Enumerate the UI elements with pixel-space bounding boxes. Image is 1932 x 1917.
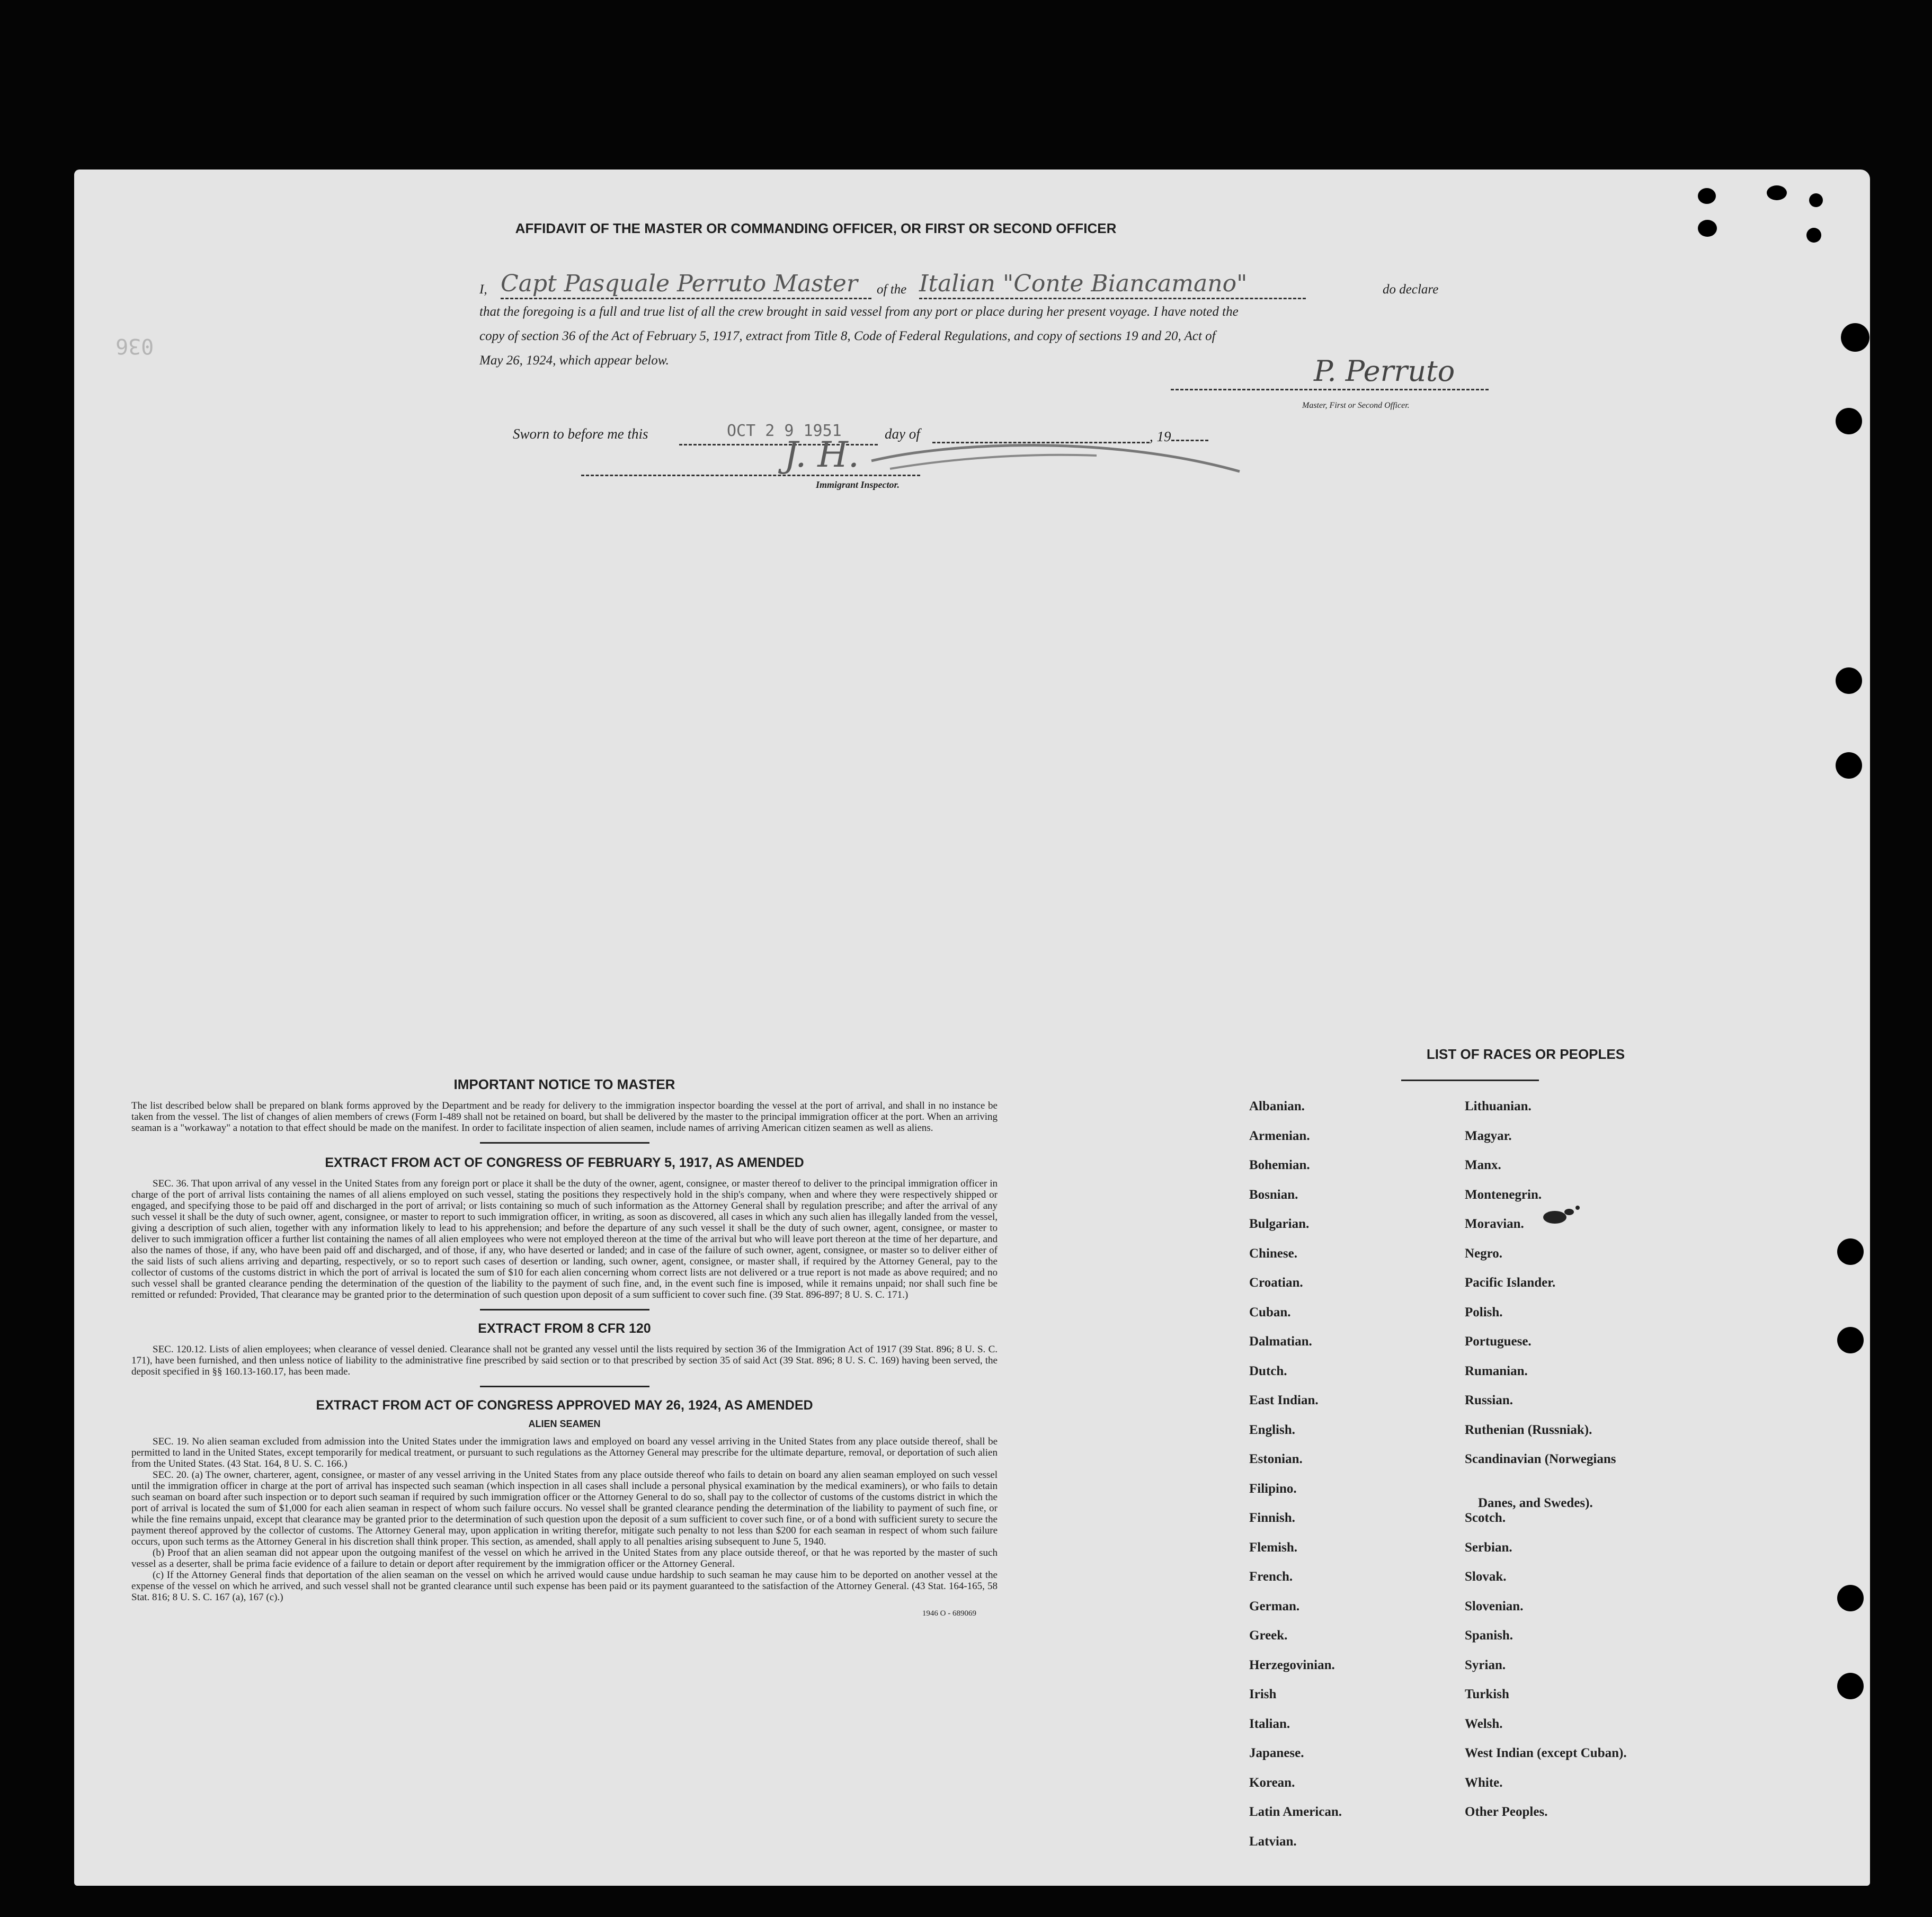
race-item: Danes, and Swedes). (1478, 1495, 1593, 1510)
extract-1924-sec20b: (b) Proof that an alien seaman did not appear upon the outgoing manifest of the vessel on which he arrived in the United States from any place outside thereof, or that he was reported by the master of such vessel as a deserter, shall be prima facie evidence of a failure to detain or deport after requirement by the immigration officer or the Attorney General. (131, 1547, 998, 1570)
year-field (1171, 426, 1208, 441)
race-item: Dutch. (1249, 1363, 1287, 1378)
affidavit-line-4: May 26, 1924, which appear below. (479, 353, 669, 368)
race-item: Turkish (1465, 1687, 1509, 1701)
race-item: Polish. (1465, 1305, 1503, 1319)
extract-1917-title: EXTRACT FROM ACT OF CONGRESS OF FEBRUARY 5, 1917, AS AMENDED (325, 1155, 804, 1170)
signature-flourish (869, 440, 1261, 482)
race-item: Herzegovinian. (1249, 1657, 1335, 1672)
punch-hole (1698, 188, 1716, 204)
races-divider (1401, 1080, 1539, 1081)
print-code: 1946 O - 689069 (922, 1609, 976, 1618)
race-item: Bosnian. (1249, 1187, 1298, 1202)
race-item: Dalmatian. (1249, 1334, 1312, 1349)
race-item: Flemish. (1249, 1540, 1297, 1555)
race-item: Japanese. (1249, 1746, 1304, 1760)
punch-hole (1767, 185, 1787, 200)
race-item: Slovak. (1465, 1570, 1507, 1584)
race-item: Moravian. (1465, 1217, 1524, 1231)
affidavit-line-2: that the foregoing is a full and true list of all the crew brought in said vessel from any port or place during her present voyage. I have noted the (479, 305, 1239, 319)
race-item: Russian. (1465, 1393, 1513, 1407)
year-prefix: , 19 (1150, 429, 1171, 444)
inspector-caption: Immigrant Inspector. (816, 479, 900, 490)
punch-hole (1806, 228, 1821, 243)
divider (480, 1142, 649, 1144)
punch-hole (1836, 752, 1862, 779)
race-item: French. (1249, 1570, 1293, 1584)
race-item: Latin American. (1249, 1805, 1342, 1819)
extract-8cfr-text: SEC. 120.12. Lists of alien employees; when clearance of vessel denied. Clearance shall not be granted any vessel until the lists required by section 36 of the Immigration Act of 1917 (39 Stat. 896; 8 U. S. C. 171), have been furnished, and then unless notice of liability to the administrative fine prescribed by said section or to that prescribed by section 35 of said Act (39 Stat. 896; 8 U. S. C. 169) having been served, the deposit specified in §§ 160.13-160.17, has been made. (131, 1344, 998, 1377)
punch-hole (1837, 1585, 1864, 1611)
divider (480, 1386, 649, 1387)
punch-hole (1809, 193, 1823, 207)
punch-hole (1837, 1673, 1864, 1699)
affidavit-title: AFFIDAVIT OF THE MASTER OR COMMANDING OFFICER, OR FIRST OR SECOND OFFICER (515, 220, 1117, 236)
race-item: Welsh. (1465, 1716, 1503, 1731)
race-item: Other Peoples. (1465, 1805, 1548, 1819)
race-item: Filipino. (1249, 1481, 1297, 1496)
notice-title: IMPORTANT NOTICE TO MASTER (453, 1076, 675, 1092)
race-item: West Indian (except Cuban). (1465, 1746, 1627, 1760)
race-item: Korean. (1249, 1775, 1295, 1790)
extract-1917-text: SEC. 36. That upon arrival of any vessel in the United States from any foreign port or place it shall be the duty of the owner, agent, consignee, or master thereof to deliver to the principal immigration officer in charge of the port of arrival lists containing the names of all aliens employed on such vessel, stating the positions they respectively hold in the ship's company, when and where they were respectively shipped or engaged, and specifying those to be paid off and discharged in the port of arrival; or lists containing so much of such information as the Attorney General shall by regulation prescribe; and after the arrival of any such vessel it shall be the duty of such owner, agent, consignee, or master to report to such immigration officer, in writing, as soon as discovered, all cases in which any such alien has illegally landed from the vessel, giving a description of such alien, together with any information likely to lead to his apprehension; and before the departure of any such vessel it shall be the duty of such owner, agent, consignee, or master to deliver to such immigration officer a further list containing the names of all alien employees who were not employed thereon at the time of the arrival but who will leave port thereon at the time of her departure, and also the names of those, if any, who have been paid off and discharged, and of those, if any, who have deserted or landed; and in case of the failure of such owner, agent, consignee, or master so to deliver either of the said lists of such aliens arriving and departing, respectively, or so to report such cases of desertion or landing, such owner, agent, consignee, or master shall, if required by the Attorney General, pay to the collector of customs of the customs district in which the port of arrival is located the sum of $10 for each alien concerning whom correct lists are not delivered or a true report is not made as above required; and no such vessel shall be granted clearance pending the determination of the question of the liability to the payment of such fine, and, in the event such fine is imposed, while it remains unpaid; nor shall such fine be remitted or refunded: Provided, That clearance may be granted prior to the determination of such question upon deposit of a sum sufficient to cover such fine. (39 Stat. 896-897; 8 U. S. C. 171.) (131, 1178, 998, 1300)
of-the-label: of the (877, 282, 907, 297)
race-item: Latvian. (1249, 1834, 1297, 1849)
sworn-label: Sworn to before me this (513, 426, 648, 442)
race-item: Magyar. (1465, 1128, 1512, 1143)
race-item: Montenegrin. (1465, 1187, 1542, 1202)
race-item: Rumanian. (1465, 1363, 1528, 1378)
punch-hole (1698, 220, 1717, 237)
extract-1924-subtitle: ALIEN SEAMEN (528, 1419, 601, 1429)
race-item: White. (1465, 1775, 1503, 1790)
race-item: Ruthenian (Russniak). (1465, 1422, 1592, 1437)
race-item: Lithuanian. (1465, 1099, 1532, 1113)
punch-hole (1836, 667, 1862, 694)
race-item: Bohemian. (1249, 1158, 1310, 1172)
race-item: Portuguese. (1465, 1334, 1532, 1349)
race-item: Slovenian. (1465, 1599, 1524, 1613)
margin-mark: 036 (115, 334, 154, 358)
punch-hole (1836, 408, 1862, 434)
extract-1924-title: EXTRACT FROM ACT OF CONGRESS APPROVED MAY 26, 1924, AS AMENDED (316, 1398, 813, 1413)
day-of-label: day of (885, 426, 920, 442)
race-item: Italian. (1249, 1716, 1290, 1731)
divider (480, 1309, 649, 1310)
race-item: English. (1249, 1422, 1295, 1437)
race-item: Pacific Islander. (1465, 1276, 1556, 1290)
race-item: Negro. (1465, 1246, 1503, 1261)
race-item: East Indian. (1249, 1393, 1319, 1407)
extract-1924-sec20a: SEC. 20. (a) The owner, charterer, agent, consignee, or master of any vessel arriving in the United States from any place outside thereof who fails to detain on board any alien seaman employed on such vessel until the immigration officer in charge at the port of arrival has inspected such seaman (which inspection in all cases shall include a personal physical examination by the medical examiners), or who fails to detain such seaman on board after such inspection or to deport such seaman if required by such immigration officer or the Attorney General to do so, shall pay to the collector of customs of the customs district in which the port of arrival is located the sum of $1,000 for each alien seaman in respect of whom such failure occurs. No vessel shall be granted clearance pending the determination of the liability to payment of such fine, or while the fine remains unpaid, except that clearance may be granted prior to the determination of such question upon the deposit of a sum sufficient to cover such fine, or of a bond with sufficient surety to secure the payment thereof approved by the collector of customs. The Attorney General may, upon application in writing therefor, mitigate such penalty to not less than $200 for each seaman in respect of whom such failure occurs, upon such terms as the Attorney General in his discretion shall think proper. This section, as amended, shall apply to all penalties arising subsequent to June 5, 1940. (131, 1469, 998, 1547)
punch-hole (1837, 1238, 1864, 1265)
affidavit-line-3: copy of section 36 of the Act of February 5, 1917, extract from Title 8, Code of Federal Regulations, and copy of sections 19 and 20, Act of (479, 329, 1216, 343)
race-item: Estonian. (1249, 1452, 1303, 1466)
inspector-signature: J. H. (784, 434, 859, 475)
punch-hole (1841, 323, 1869, 352)
extract-1924-sec20c: (c) If the Attorney General finds that deportation of the alien seaman on the vessel on which he arrived would cause undue hardship to such seaman he may cause him to be deported on another vessel at the expense of the vessel on which he arrived, and such vessel shall not be granted clearance until such expense has been paid or its payment guaranteed to the satisfaction of the Attorney General. (43 Stat. 164-165, 58 Stat. 816; 8 U. S. C. 167 (a), 167 (c).) (131, 1570, 998, 1603)
extract-8cfr-title: EXTRACT FROM 8 CFR 120 (478, 1321, 651, 1336)
race-item: Scandinavian (Norwegians (1465, 1452, 1616, 1466)
vessel-name-field: Italian "Conte Biancamano" (919, 270, 1306, 299)
notice-text: The list described below shall be prepared on blank forms approved by the Department and be ready for delivery to the immigration inspector boarding the vessel at the port of arrival, and shall in no instance be taken from the vessel. The list of changes of alien members of crews (Form I-489 shall not be retained on board, but shall be delivered by the master to the principal immigration officer at the port. When an arriving seaman is a "workaway" a notation to that effect should be made on the manifest. In order to facilitate inspection of alien seamen, include names of arriving American citizen seamen as well as aliens. (131, 1100, 998, 1134)
notice-section (131, 1076, 998, 1618)
race-item: German. (1249, 1599, 1300, 1613)
ink-blot (1536, 1202, 1584, 1229)
sworn-date-stamp: OCT 2 9 1951 (679, 418, 878, 445)
race-item: Syrian. (1465, 1657, 1506, 1672)
affidavit-line-1 (479, 270, 1576, 300)
race-item: Finnish. (1249, 1511, 1295, 1525)
race-item: Serbian. (1465, 1540, 1512, 1555)
do-declare-label: do declare (1383, 282, 1439, 297)
master-signature: P. Perruto (1171, 354, 1489, 390)
race-item: Bulgarian. (1249, 1217, 1310, 1231)
affidavit-i: I, (479, 282, 487, 297)
race-item: Cuban. (1249, 1305, 1291, 1319)
race-item: Albanian. (1249, 1099, 1305, 1113)
races-title: LIST OF RACES OR PEOPLES (1426, 1046, 1625, 1062)
race-item: Spanish. (1465, 1628, 1513, 1643)
race-item: Chinese. (1249, 1246, 1297, 1261)
race-item: Scotch. (1465, 1511, 1506, 1525)
race-item: Croatian. (1249, 1276, 1303, 1290)
master-caption: Master, First or Second Officer. (1302, 401, 1410, 410)
document-page (74, 170, 1870, 1886)
extract-1924-sec19: SEC. 19. No alien seaman excluded from admission into the United States under the immigration laws and employed on board any vessel arriving in the United States from any place outside thereof, shall be permitted to land in the United States, except temporarily for medical treatment, or pursuant to such regulations as the Attorney General may prescribe for the ultimate departure, removal, or deportation of such alien from the United States. (43 Stat. 164, 8 U. S. C. 166.) (131, 1436, 998, 1469)
race-item: Armenian. (1249, 1128, 1310, 1143)
punch-hole (1837, 1327, 1864, 1353)
race-item: Irish (1249, 1687, 1277, 1701)
race-item: Greek. (1249, 1628, 1288, 1643)
master-name-field: Capt Pasquale Perruto Master (501, 270, 871, 299)
race-item: Manx. (1465, 1158, 1501, 1172)
